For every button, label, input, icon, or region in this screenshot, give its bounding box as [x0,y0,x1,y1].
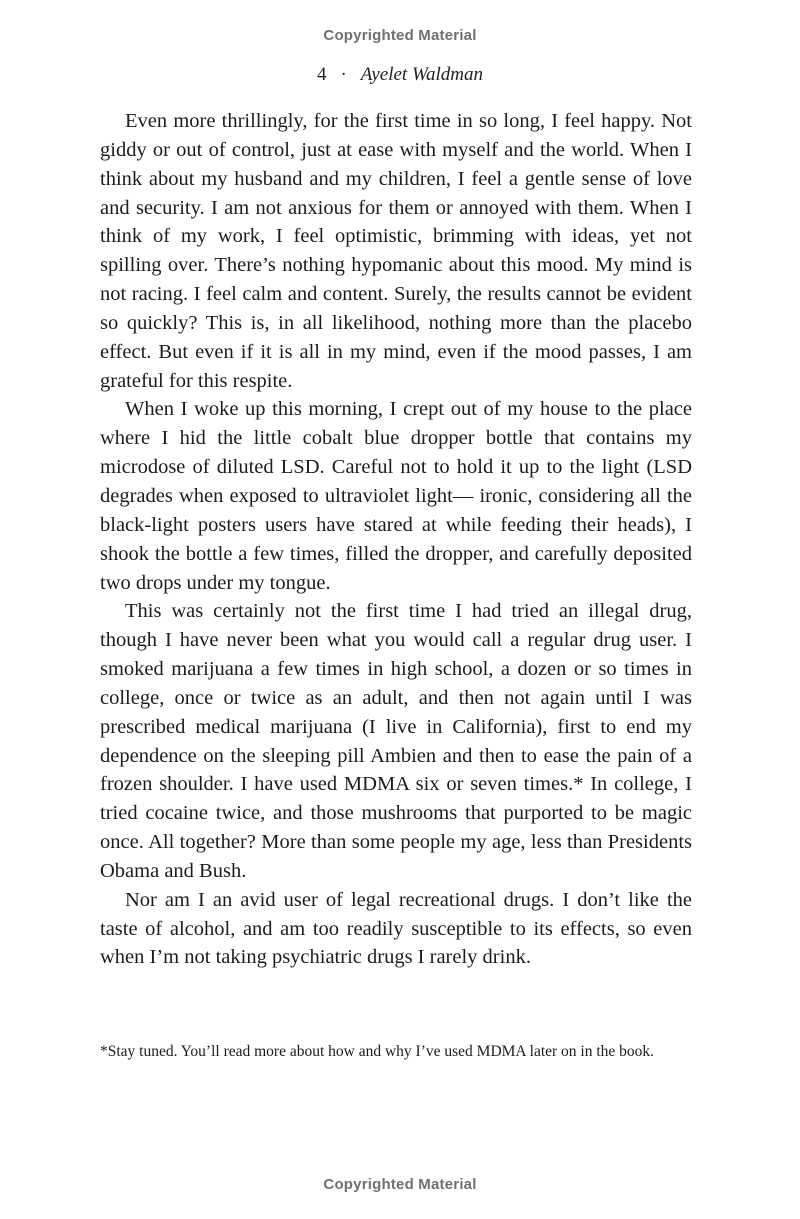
paragraph: This was certainly not the first time I had tried an illegal drug, though I have never been what you would call a regular drug user. I smoked marijuana a few times in high school, a dozen or so times in college, once or twice as an adult, and then not again until I was prescribed medical marijuana (I live in California), first to end my dependence on the sleeping pill Ambien and then to ease the pain of a frozen shoulder. I have used MDMA six or seven times.* In college, I tried cocaine twice, and those mushrooms that purported to be magic once. All together? More than some people my age, less than Presidents Obama and Bush. [100,600,692,882]
header-separator: · [340,64,347,85]
body-text [100,107,692,972]
running-header [0,64,800,86]
paragraph: When I woke up this morning, I crept out of my house to the place where I hid the little cobalt blue dropper bottle that contains my microdose of diluted LSD. Careful not to hold it up to the light (LSD degrades when exposed to ultraviolet light— ironic, considering all the black-light posters users have stared at while feeding their heads), I shook the bottle a few times, filled the dropper, and carefully deposited two drops under my tongue. [100,398,692,594]
copyright-watermark-bottom: Copyrighted Material [323,1176,477,1193]
author-name: Ayelet Waldman [360,64,484,85]
footnote: *Stay tuned. You’ll read more about how and why I’ve used MDMA later on in the book. [100,1043,655,1060]
paragraph: Nor am I an avid user of legal recreational drugs. I don’t like the taste of alcohol, and am too readily susceptible to its effects, so even when I’m not taking psychiatric drugs I rarely drink. [100,888,692,969]
paragraph: Even more thrillingly, for the first time in so long, I feel happy. Not giddy or out of control, just at ease with myself and the world. When I think about my husband and my children, I feel a gentle sense of love and security. I am not anxious for them or annoyed with them. When I think of my work, I feel optimistic, brimming with ideas, yet not spilling over. There’s nothing hypomanic about this mood. My mind is not racing. I feel calm and content. Surely, the results cannot be evident so quickly? This is, in all likelihood, nothing more than the placebo effect. But even if it is all in my mind, even if the mood passes, I am grateful for this respite. [100,110,692,392]
copyright-watermark-top: Copyrighted Material [323,27,477,44]
page-number: 4 [316,64,327,85]
